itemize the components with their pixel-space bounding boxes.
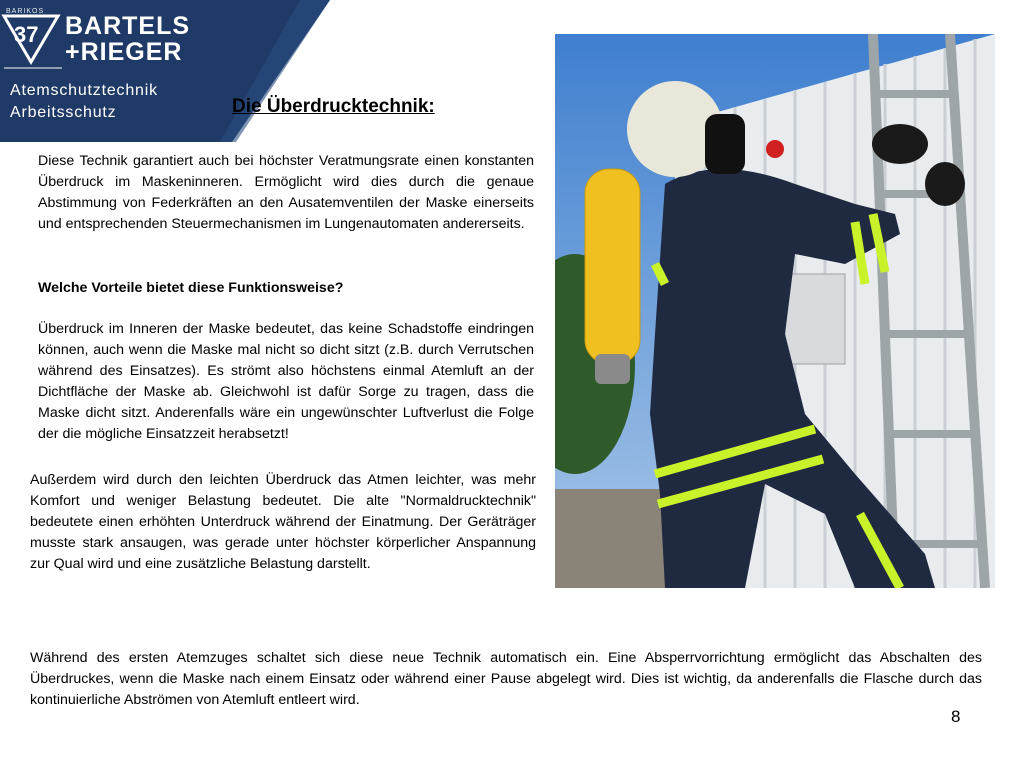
question-heading: Welche Vorteile bietet diese Funktionsweise? bbox=[38, 280, 344, 296]
brand-name-bottom: +RIEGER bbox=[65, 38, 183, 66]
tagline-breathing-protection: Atemschutztechnik bbox=[10, 82, 158, 99]
switch-paragraph: Während des ersten Atemzuges schaltet sich diese neue Technik automatisch ein. Eine Absperrvorrichtung ermöglicht das Abschalten des Überdruckes, wenn die Maske nach einem Einsatz oder während einer Pause abgelegt wird. Dies ist wichtig, da anderenfalls die Flasche durch das kontinuierliche Abströmen von Atemluft entleert wird. bbox=[30, 650, 982, 708]
intro-paragraph: Diese Technik garantiert auch bei höchster Veratmungsrate einen konstanten Überdruck im Maskeninneren. Ermöglicht wird dies durch die genaue Abstimmung von Federkräften an den Ausatemventilen der Maske einerseits und entsprechenden Steuermechanismen im Lungenautomaten andererseits. bbox=[38, 153, 534, 232]
company-logo-header bbox=[0, 0, 330, 142]
page-title: Die Überdrucktechnik: bbox=[232, 96, 435, 117]
firefighter-photo bbox=[555, 34, 995, 588]
svg-text:37: 37 bbox=[14, 22, 39, 47]
brand-name-top: BARTELS bbox=[65, 12, 191, 40]
page-number: 8 bbox=[951, 707, 961, 726]
tagline-work-safety: Arbeitsschutz bbox=[10, 104, 117, 121]
advantage-paragraph: Überdruck im Inneren der Maske bedeutet, das keine Schadstoffe eindringen können, auch wenn die Maske mal nicht so dicht sitzt (z.B. durch Verrutschen während des Einsatzes). Es strömt also höchstens einmal Atemluft an der Dichtfläche der Maske ab. Gleichwohl ist dafür Sorge zu tragen, dass die Maske dicht sitzt. Anderenfalls wäre ein ungewünschter Luftverlust die Folge der die mögliche Einsatzzeit herabsetzt! bbox=[38, 321, 534, 442]
breathing-paragraph: Außerdem wird durch den leichten Überdruck das Atmen leichter, was mehr Komfort und weniger Belastung bedeutet. Die alte "Normaldrucktechnik" bedeutete einen erhöhten Unterdruck während der Einatmung. Der Geräträger musste stark ansaugen, was gerade unter höchster körperlicher Anspannung zur Qual wird und eine zusätzliche Belastung darstellt. bbox=[30, 472, 536, 572]
logo-small-text: BARIKOS bbox=[6, 8, 45, 15]
